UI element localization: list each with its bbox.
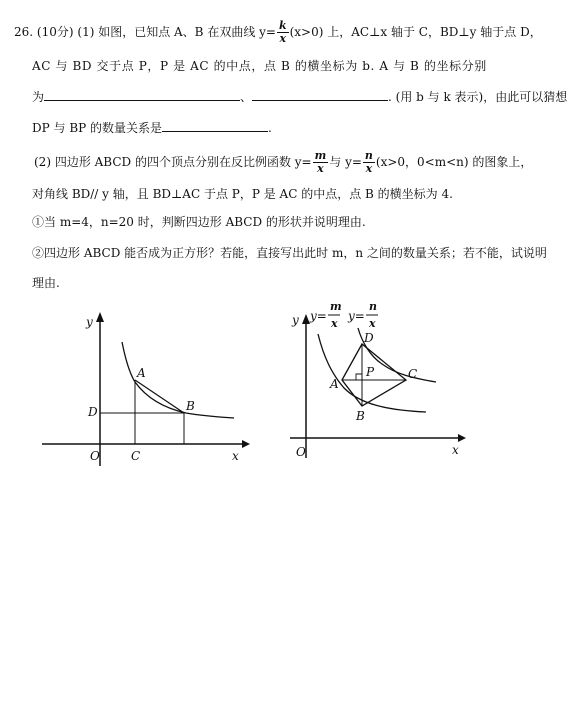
label-C: C bbox=[131, 449, 141, 463]
label-P: P bbox=[366, 365, 375, 379]
label-fm-den: x bbox=[331, 317, 338, 330]
part2-line-1 bbox=[34, 150, 532, 175]
right-angle-mark bbox=[356, 374, 362, 380]
y-axis-arrow bbox=[96, 312, 104, 322]
answer-blank-A[interactable] bbox=[44, 88, 240, 101]
label-y: y bbox=[292, 313, 299, 327]
part2-condition: (x>0，0<m<n) 的图象上， bbox=[375, 155, 533, 169]
y-axis-arrow bbox=[302, 314, 310, 324]
hyperbola-k-fraction: $\frac{k}{x}$ bbox=[278, 19, 287, 45]
label-C: C bbox=[408, 367, 418, 381]
x-axis-arrow bbox=[242, 440, 250, 448]
line3-separator: 、 bbox=[240, 90, 253, 104]
part1-intro: (1) 如图，已知点 A、B 在双曲线 y= bbox=[77, 25, 276, 39]
part2-mid: 与 y= bbox=[329, 155, 362, 169]
line3-prefix: 为 bbox=[32, 90, 45, 104]
func-n-fraction: $\frac{n}{x}$ bbox=[364, 149, 373, 175]
label-fn-prefix: y= bbox=[348, 309, 365, 323]
func-m-fraction: $\frac{m}{x}$ bbox=[314, 149, 327, 175]
label-x: x bbox=[232, 449, 239, 463]
label-fn-den: x bbox=[369, 317, 376, 330]
question-2-cont: 理由. bbox=[32, 276, 60, 290]
label-origin: O bbox=[90, 449, 100, 463]
hyperbola-curve bbox=[122, 342, 234, 418]
label-origin: O bbox=[296, 445, 306, 459]
part2-intro: (2) 四边形 ABCD 的四个顶点分别在反比例函数 y= bbox=[34, 155, 312, 169]
line4-end: . bbox=[268, 121, 272, 135]
label-x: x bbox=[452, 443, 459, 457]
figure-1-hyperbola bbox=[38, 312, 250, 474]
label-B: B bbox=[356, 409, 365, 423]
problem-line-3 bbox=[32, 88, 567, 105]
problem-points: (10分) bbox=[36, 25, 74, 39]
problem-line-2: AC 与 BD 交于点 P，P 是 AC 的中点，点 B 的横坐标为 b. A 与 B 的坐标分别 bbox=[32, 59, 487, 73]
question-2: ②四边形 ABCD 能否成为正方形？若能，直接写出此时 m，n 之间的数量关系；若不能，试说明 bbox=[32, 246, 547, 260]
label-fm-prefix: y= bbox=[310, 309, 327, 323]
label-B: B bbox=[186, 399, 195, 413]
label-D: D bbox=[364, 331, 374, 345]
line3-suffix: . (用 b 与 k 表示)，由此可以猜想 bbox=[388, 90, 568, 104]
answer-blank-relation[interactable] bbox=[162, 119, 268, 132]
label-D: D bbox=[88, 405, 98, 419]
label-y: y bbox=[86, 315, 93, 329]
part2-line-2: 对角线 BD// y 轴，且 BD⊥AC 于点 P，P 是 AC 的中点，点 B 的横坐标为 4. bbox=[32, 187, 453, 201]
question-1: ①当 m=4，n=20 时，判断四边形 ABCD 的形状并说明理由. bbox=[32, 215, 366, 229]
figure-2-quadrilateral bbox=[286, 298, 468, 464]
label-A: A bbox=[137, 366, 146, 380]
problem-number: 26. bbox=[14, 25, 34, 39]
answer-blank-B[interactable] bbox=[252, 88, 388, 101]
segment-AB bbox=[135, 380, 184, 413]
line4-text: DP 与 BP 的数量关系是 bbox=[32, 121, 163, 135]
problem-line-4 bbox=[32, 119, 272, 136]
label-fn-num: n bbox=[369, 300, 377, 313]
problem-line-1 bbox=[14, 20, 542, 45]
x-axis-arrow bbox=[458, 434, 466, 442]
part1-condition: (x>0) 上，AC⊥x 轴于 C，BD⊥y 轴于点 D， bbox=[289, 25, 542, 39]
label-fm-num: m bbox=[330, 300, 342, 313]
label-A: A bbox=[330, 377, 339, 391]
